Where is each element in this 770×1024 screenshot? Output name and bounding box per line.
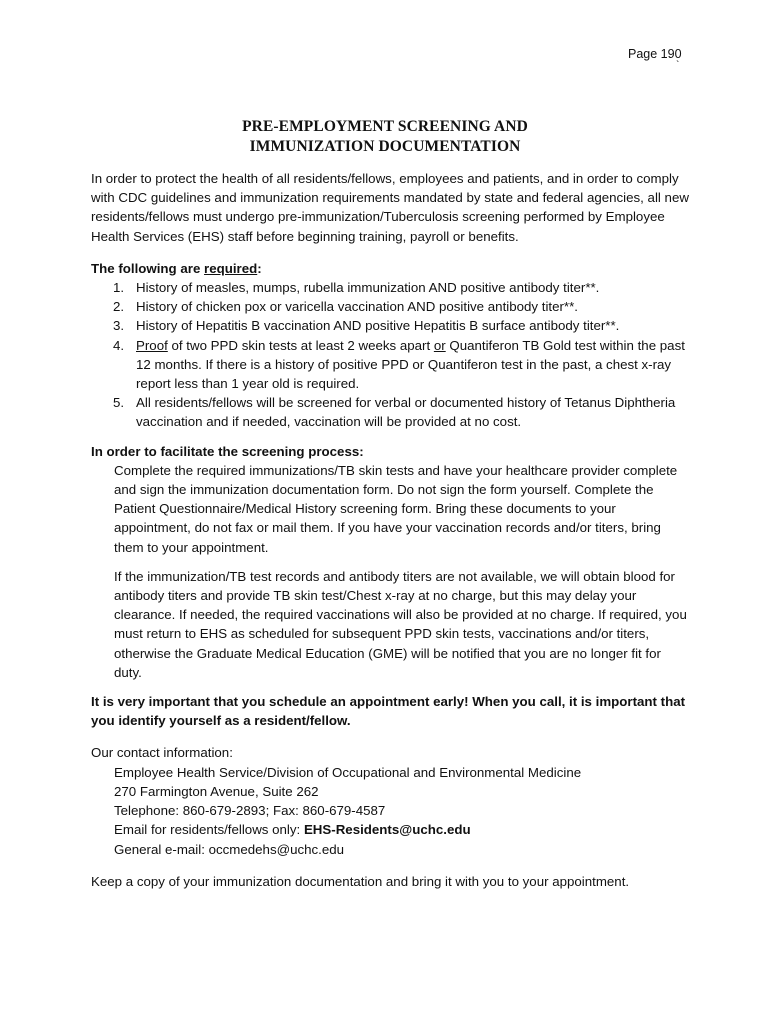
list-number: 2. bbox=[113, 299, 125, 315]
required-item-1 bbox=[91, 278, 691, 297]
list-item-text: All residents/fellows will be screened for verbal or documented history of Tetanus Diphtheria vaccination and if needed, vaccination will be provided at no cost. bbox=[136, 395, 676, 430]
important-notice: It is very important that you schedule an appointment early! When you call, it is important that you identify yourself as a resident/fellow. bbox=[91, 694, 686, 729]
list-item-text: of two PPD skin tests at least 2 weeks apart bbox=[167, 337, 434, 353]
list-item-text: Quantiferon TB Gold test within the past 12 months. If there is a history of positive PPD or Quantiferon test in the past, a chest x-ray report less than 1 year old is required. bbox=[136, 337, 685, 392]
contact-resident-email bbox=[114, 820, 691, 839]
list-item-text: History of measles, mumps, rubella immunization AND positive antibody titer**. bbox=[136, 280, 600, 296]
intro-paragraph: In order to protect the health of all residents/fellows, employees and patients, and in order to comply with CDC guidelines and immunization requirements mandated by state and federal agencies, all new residents/fellows must undergo pre-immunization/Tuberculosis screening performed by Employee Health Services (EHS) staff before beginning training, payroll or benefits. bbox=[91, 171, 689, 244]
list-item-text: History of Hepatitis B vaccination AND positive Hepatitis B surface antibody titer**. bbox=[136, 318, 620, 334]
contact-address: 270 Farmington Avenue, Suite 262 bbox=[114, 783, 319, 799]
list-item-text: History of chicken pox or varicella vaccination AND positive antibody titer**. bbox=[136, 299, 578, 315]
contact-heading: Our contact information: bbox=[91, 745, 233, 761]
required-item-2 bbox=[91, 297, 691, 316]
title-line-1: PRE-EMPLOYMENT SCREENING AND bbox=[242, 118, 528, 135]
list-number: 3. bbox=[113, 318, 125, 334]
required-item-3 bbox=[91, 316, 691, 335]
proof-text: Proof bbox=[136, 337, 168, 353]
list-number: 1. bbox=[113, 280, 125, 296]
required-heading-suffix: : bbox=[257, 260, 262, 276]
facilitate-paragraph-1: Complete the required immunizations/TB skin tests and have your healthcare provider complete and sign the immunization documentation form. Do not sign the form yourself. Complete the Patient Questionnaire/Medical History screening form. Bring these documents to your appointment, do not fax or mail them. If you have your vaccination records and/or titers, bring them to your appointment. bbox=[114, 462, 678, 555]
page-number: Page 190 bbox=[628, 47, 682, 61]
facilitate-heading: In order to facilitate the screening process: bbox=[91, 443, 364, 459]
contact-block bbox=[91, 763, 691, 859]
title-line-2: IMMUNIZATION DOCUMENTATION bbox=[249, 138, 521, 155]
page-tick-mark: ` bbox=[676, 60, 680, 71]
required-heading-underlined: required bbox=[204, 260, 258, 276]
email-label: Email for residents/fellows only: bbox=[114, 822, 304, 838]
contact-general-email: General e-mail: occmedehs@uchc.edu bbox=[114, 841, 345, 857]
contact-department: Employee Health Service/Division of Occupational and Environmental Medicine bbox=[114, 764, 582, 780]
closing-paragraph: Keep a copy of your immunization documentation and bring it with you to your appointment. bbox=[91, 873, 630, 889]
or-text: or bbox=[433, 337, 446, 353]
document-title bbox=[0, 117, 770, 157]
list-number: 5. bbox=[113, 395, 125, 411]
required-heading bbox=[91, 259, 691, 278]
contact-phone-fax: Telephone: 860-679-2893; Fax: 860-679-4587 bbox=[114, 803, 386, 819]
required-item-5 bbox=[91, 393, 691, 431]
required-item-4 bbox=[91, 336, 691, 394]
email-link[interactable]: EHS-Residents@uchc.edu bbox=[303, 822, 471, 838]
required-heading-prefix: The following are bbox=[91, 260, 205, 276]
facilitate-paragraph-2: If the immunization/TB test records and antibody titers are not available, we will obtain blood for antibody titers and provide TB skin test/Chest x-ray at no charge, but this may delay your clearance. If needed, the required vaccinations will also be provided at no charge. If required, you must return to EHS as scheduled for subsequent PPD skin tests, vaccinations and/or titers, otherwise the Graduate Medical Education (GME) will be notified that you are no longer fit for duty. bbox=[114, 568, 687, 680]
required-list bbox=[91, 278, 691, 432]
document-body bbox=[91, 169, 691, 891]
list-number: 4. bbox=[113, 337, 125, 353]
